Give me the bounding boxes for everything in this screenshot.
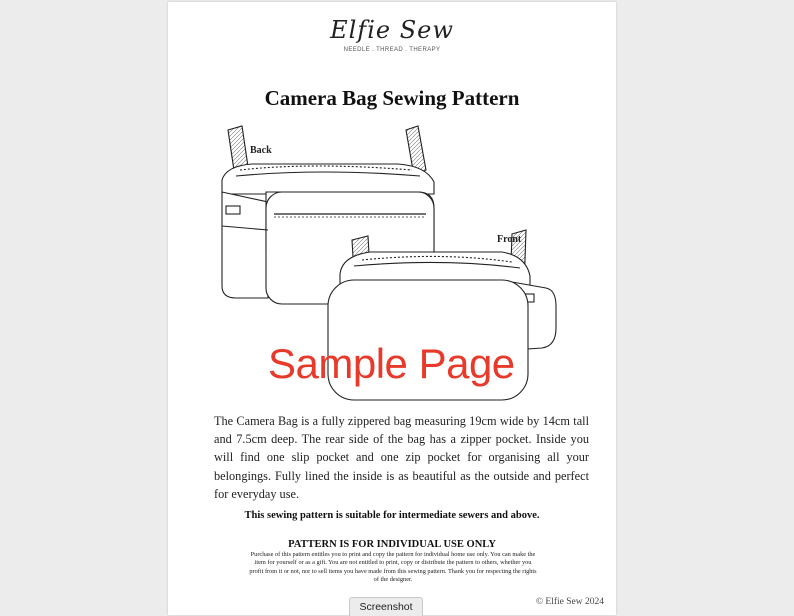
page-title: Camera Bag Sewing Pattern	[264, 86, 520, 110]
license-text: Purchase of this pattern entitles you to print and copy the pattern for individual home use only. You can make the item for yourself or as a gift. You are not entitled to print, copy or distribute the pattern to others, whether you profit from it or not, nor to sell items you have made from this sewing pattern. Thank you for respecting the rights of the designer.	[249, 551, 537, 584]
license-heading: PATTERN IS FOR INDIVIDUAL USE ONLY	[288, 539, 496, 550]
screenshot-button[interactable]: Screenshot	[349, 597, 423, 616]
copyright-notice: © Elfie Sew 2024	[535, 597, 604, 607]
front-label: Front	[497, 234, 522, 245]
brand-logo: Elfie Sew	[330, 16, 454, 44]
brand-tagline: NEEDLE . THREAD . THERAPY	[343, 47, 441, 53]
back-label: Back	[250, 145, 272, 156]
sample-watermark: Sample Page	[268, 340, 515, 387]
product-description: The Camera Bag is a fully zippered bag measuring 19cm wide by 14cm tall and 7.5cm deep. The rear side of the bag has a zipper pocket. Inside you will find one slip pocket and one zip pocket for organising all your belongings. Fully lined the inside is as beautiful as the outside and perfect for everyday use.	[214, 414, 589, 501]
suitability-note: This sewing pattern is suitable for intermediate sewers and above.	[244, 510, 540, 521]
pattern-page	[168, 2, 616, 615]
